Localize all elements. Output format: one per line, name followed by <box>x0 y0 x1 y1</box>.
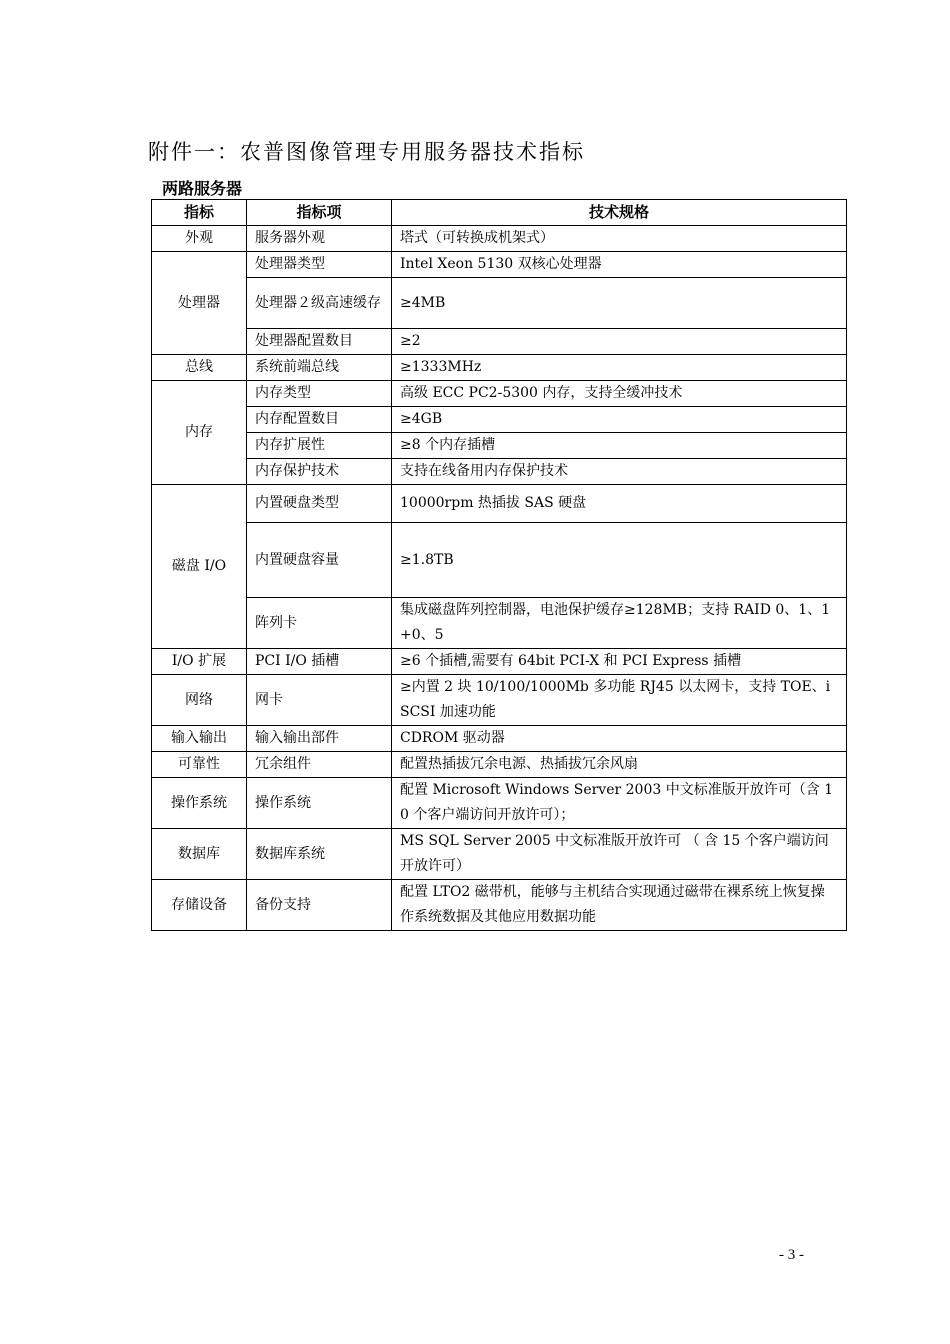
table-row <box>152 355 847 381</box>
category-cell: I/O 扩展 <box>152 649 247 675</box>
item-cell: 处理器类型 <box>247 252 392 278</box>
item-cell: 输入输出部件 <box>247 726 392 752</box>
item-cell: 处理器２级高速缓存 <box>247 278 392 329</box>
category-cell: 输入输出 <box>152 726 247 752</box>
spec-cell: ≥4GB <box>392 407 847 433</box>
table-row <box>152 459 847 485</box>
item-cell: 内存扩展性 <box>247 433 392 459</box>
spec-cell: ≥1333MHz <box>392 355 847 381</box>
table-row <box>152 226 847 252</box>
table-row <box>152 726 847 752</box>
spec-cell: ≥6 个插槽,需要有 64bit PCI-X 和 PCI Express 插槽 <box>392 649 847 675</box>
item-cell: 阵列卡 <box>247 598 392 649</box>
table-row <box>152 433 847 459</box>
table-row <box>152 778 847 829</box>
column-header-category: 指标 <box>152 200 247 226</box>
item-cell: 系统前端总线 <box>247 355 392 381</box>
category-cell: 处理器 <box>152 252 247 355</box>
table-row <box>152 752 847 778</box>
item-cell: 内存保护技术 <box>247 459 392 485</box>
spec-cell: ≥内置 2 块 10/100/1000Mb 多功能 RJ45 以太网卡，支持 TOE、iSCSI 加速功能 <box>392 675 847 726</box>
spec-cell: 支持在线备用内存保护技术 <box>392 459 847 485</box>
spec-cell: ≥4MB <box>392 278 847 329</box>
spec-cell: 高级 ECC PC2-5300 内存，支持全缓冲技术 <box>392 381 847 407</box>
table-row <box>152 880 847 931</box>
spec-cell: ≥8 个内存插槽 <box>392 433 847 459</box>
spec-cell: 10000rpm 热插拔 SAS 硬盘 <box>392 485 847 523</box>
table-row <box>152 381 847 407</box>
spec-cell: ≥1.8TB <box>392 523 847 598</box>
spec-table <box>151 199 847 931</box>
spec-cell: CDROM 驱动器 <box>392 726 847 752</box>
item-cell: 内存类型 <box>247 381 392 407</box>
category-cell: 可靠性 <box>152 752 247 778</box>
table-header-row <box>152 200 847 226</box>
table-row <box>152 485 847 523</box>
column-header-item: 指标项 <box>247 200 392 226</box>
category-cell: 数据库 <box>152 829 247 880</box>
category-cell: 外观 <box>152 226 247 252</box>
page-number: - 3 - <box>779 1247 804 1263</box>
item-cell: 备份支持 <box>247 880 392 931</box>
section-subtitle: 两路服务器 <box>162 179 243 198</box>
document-title: 附件一：农普图像管理专用服务器技术指标 <box>148 140 585 164</box>
spec-cell: ≥2 <box>392 329 847 355</box>
category-cell: 网络 <box>152 675 247 726</box>
item-cell: PCI I/O 插槽 <box>247 649 392 675</box>
category-cell: 磁盘 I/O <box>152 485 247 649</box>
table-row <box>152 407 847 433</box>
item-cell: 处理器配置数目 <box>247 329 392 355</box>
spec-cell: 配置热插拔冗余电源、热插拔冗余风扇 <box>392 752 847 778</box>
category-cell: 总线 <box>152 355 247 381</box>
column-header-spec: 技术规格 <box>392 200 847 226</box>
item-cell: 操作系统 <box>247 778 392 829</box>
spec-cell: MS SQL Server 2005 中文标准版开放许可 （ 含 15 个客户端访问开放许可） <box>392 829 847 880</box>
item-cell: 服务器外观 <box>247 226 392 252</box>
item-cell: 网卡 <box>247 675 392 726</box>
spec-cell: Intel Xeon 5130 双核心处理器 <box>392 252 847 278</box>
table-row <box>152 278 847 329</box>
spec-cell: 塔式（可转换成机架式） <box>392 226 847 252</box>
category-cell: 内存 <box>152 381 247 485</box>
item-cell: 内置硬盘类型 <box>247 485 392 523</box>
table-row <box>152 252 847 278</box>
item-cell: 内存配置数目 <box>247 407 392 433</box>
spec-cell: 配置 Microsoft Windows Server 2003 中文标准版开放许可（含 10 个客户端访问开放许可）； <box>392 778 847 829</box>
table-row <box>152 649 847 675</box>
table-row <box>152 598 847 649</box>
spec-cell: 配置 LTO2 磁带机，能够与主机结合实现通过磁带在裸系统上恢复操作系统数据及其他应用数据功能 <box>392 880 847 931</box>
table-row <box>152 829 847 880</box>
table-row <box>152 523 847 598</box>
category-cell: 存储设备 <box>152 880 247 931</box>
category-cell: 操作系统 <box>152 778 247 829</box>
item-cell: 冗余组件 <box>247 752 392 778</box>
table-row <box>152 329 847 355</box>
item-cell: 数据库系统 <box>247 829 392 880</box>
item-cell: 内置硬盘容量 <box>247 523 392 598</box>
table-row <box>152 675 847 726</box>
spec-cell: 集成磁盘阵列控制器，电池保护缓存≥128MB；支持 RAID 0、1、1+0、5 <box>392 598 847 649</box>
